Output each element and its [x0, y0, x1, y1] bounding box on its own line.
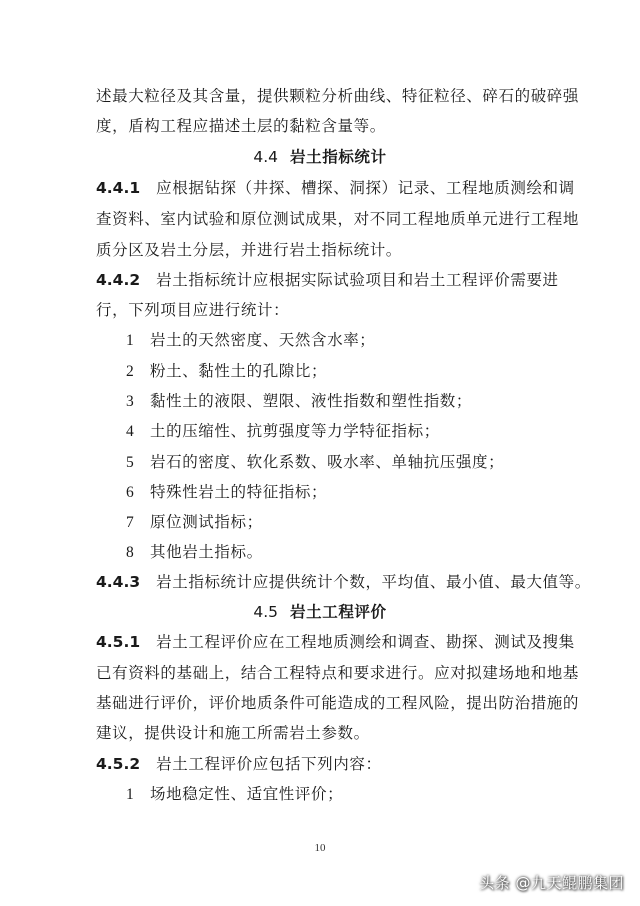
- watermark: 头条 @九天鲲鹏集团: [479, 874, 624, 892]
- item-number: 2: [126, 363, 135, 380]
- item-text: 原位测试指标；: [150, 513, 263, 531]
- clause-number: 4.4.2: [96, 271, 141, 289]
- item-text: 特殊性岩土的特征指标；: [150, 483, 328, 501]
- clause-number: 4.4.1: [96, 179, 141, 197]
- item-text: 岩土的天然密度、天然含水率；: [150, 331, 376, 349]
- clause-number: 4.5.2: [96, 755, 141, 773]
- list-item: [126, 784, 343, 805]
- paragraph-line: 行，下列项目应进行统计：: [96, 301, 290, 319]
- list-item: [126, 542, 263, 563]
- item-number: 5: [126, 454, 135, 471]
- item-text: 粉土、黏性土的孔隙比；: [150, 362, 328, 380]
- clause-4-5-2-line: [96, 754, 382, 774]
- section-heading-4-4: [0, 147, 640, 167]
- item-number: 4: [126, 423, 135, 440]
- clause-text: 岩土工程评价应包括下列内容：: [156, 755, 382, 773]
- paragraph-line: 质分区及岩土分层，并进行岩土指标统计。: [96, 241, 402, 259]
- paragraph-line: 查资料、室内试验和原位测试成果，对不同工程地质单元进行工程地: [96, 210, 580, 228]
- clause-4-4-3-line: [96, 572, 591, 592]
- item-number: 1: [126, 786, 135, 803]
- item-text: 土的压缩性、抗剪强度等力学特征指标；: [150, 422, 440, 440]
- section-number: 4.4: [253, 148, 279, 166]
- section-title: 岩土指标统计: [290, 147, 387, 166]
- list-item: [126, 452, 504, 473]
- paragraph-line: 基础进行评价，评价地质条件可能造成的工程风险，提出防治措施的: [96, 694, 580, 712]
- paragraph-line: 述最大粒径及其含量，提供颗粒分析曲线、特征粒径、碎石的破碎强: [96, 87, 580, 105]
- list-item: [126, 482, 327, 503]
- item-number: 3: [126, 393, 135, 410]
- item-number: 7: [126, 514, 135, 531]
- list-item: [126, 421, 440, 442]
- clause-text: 岩土指标统计应提供统计个数，平均值、最小值、最大值等。: [156, 573, 591, 591]
- list-item: [126, 330, 375, 351]
- item-number: 1: [126, 332, 135, 349]
- item-number: 6: [126, 484, 135, 501]
- paragraph-line: 建议，提供设计和施工所需岩土参数。: [96, 724, 370, 742]
- clause-text: 岩土工程评价应在工程地质测绘和调查、勘探、测试及搜集: [156, 633, 575, 651]
- section-heading-4-5: [0, 602, 640, 622]
- clause-text: 岩土指标统计应根据实际试验项目和岩土工程评价需要进: [156, 271, 559, 289]
- item-text: 其他岩土指标。: [150, 543, 263, 561]
- item-text: 岩石的密度、软化系数、吸水率、单轴抗压强度；: [150, 453, 505, 471]
- clause-4-5-1-line: [96, 632, 575, 652]
- item-text: 黏性土的液限、塑限、液性指数和塑性指数；: [150, 392, 473, 410]
- section-number: 4.5: [253, 603, 279, 621]
- item-number: 8: [126, 544, 135, 561]
- list-item: [126, 361, 327, 382]
- clause-4-4-1-line: [96, 178, 575, 198]
- page-number: 10: [314, 842, 326, 854]
- clause-number: 4.4.3: [96, 573, 141, 591]
- section-title: 岩土工程评价: [290, 602, 387, 621]
- paragraph-line: 度，盾构工程应描述土层的黏粒含量等。: [96, 117, 386, 135]
- clause-4-4-2-line: [96, 270, 559, 290]
- item-text: 场地稳定性、适宜性评价；: [150, 785, 344, 803]
- paragraph-line: 已有资料的基础上，结合工程特点和要求进行。应对拟建场地和地基: [96, 664, 580, 682]
- list-item: [126, 391, 472, 412]
- list-item: [126, 512, 263, 533]
- clause-text: 应根据钻探（井探、槽探、洞探）记录、工程地质测绘和调: [156, 179, 575, 197]
- clause-number: 4.5.1: [96, 633, 141, 651]
